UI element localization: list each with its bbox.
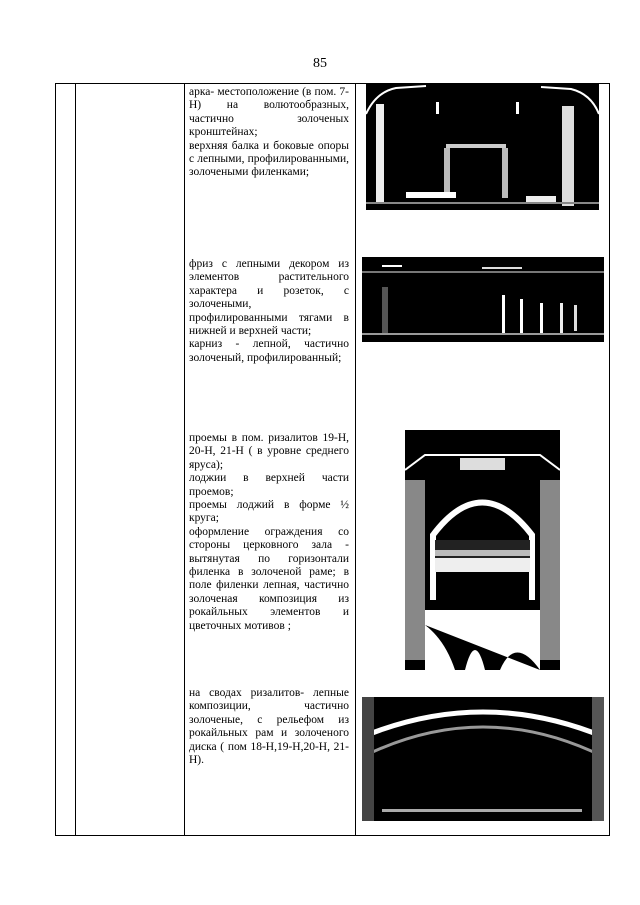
- row-1-description: [189, 86, 349, 180]
- loggia-opening-photo: [405, 430, 560, 670]
- description-paragraph: проемы в пом. ризалитов 19-Н, 20-Н, 21-Н ( в уровне среднего яруса);: [189, 432, 349, 471]
- column-divider: [75, 84, 76, 835]
- description-paragraph: на сводах ризалитов- лепные композиции, частично золоченые, с рельефом из рокайльных рам и золоченого диска ( пом 18-Н,19-Н,20-Н, 21-Н).: [189, 687, 349, 767]
- page-number: 85: [313, 56, 327, 71]
- row-3-description: [189, 432, 349, 633]
- mirror-arch-photo: [366, 84, 599, 210]
- column-divider: [355, 84, 356, 835]
- description-paragraph: проемы лоджий в форме ½ круга;: [189, 499, 349, 525]
- description-paragraph: лоджии в верхней части проемов;: [189, 472, 349, 498]
- row-2-description: [189, 258, 349, 365]
- description-paragraph: фриз с лепными декором из элементов растительного характера и розеток, с золочеными, профилированными тягами в нижней и верхней части;: [189, 258, 349, 338]
- description-paragraph: карниз - лепной, частично золоченый, профилированный;: [189, 338, 349, 364]
- column-divider: [184, 84, 185, 835]
- row-4-description: [189, 687, 349, 767]
- frieze-cornice-photo: [362, 257, 604, 342]
- description-paragraph: арка- местоположение (в пом. 7-Н) на волютообразных, частично золоченых кронштейнах;: [189, 86, 349, 139]
- description-paragraph: верхняя балка и боковые опоры с лепными, профилированными, золочеными филенками;: [189, 139, 349, 179]
- vault-relief-photo: [362, 697, 604, 821]
- description-paragraph: оформление ограждения со стороны церковного зала - вытянутая по горизонтали филенка в золоченой раме; в поле филенки лепная, частично золоченая композиция из рокайльных элементов и цветочных мотивов ;: [189, 525, 349, 632]
